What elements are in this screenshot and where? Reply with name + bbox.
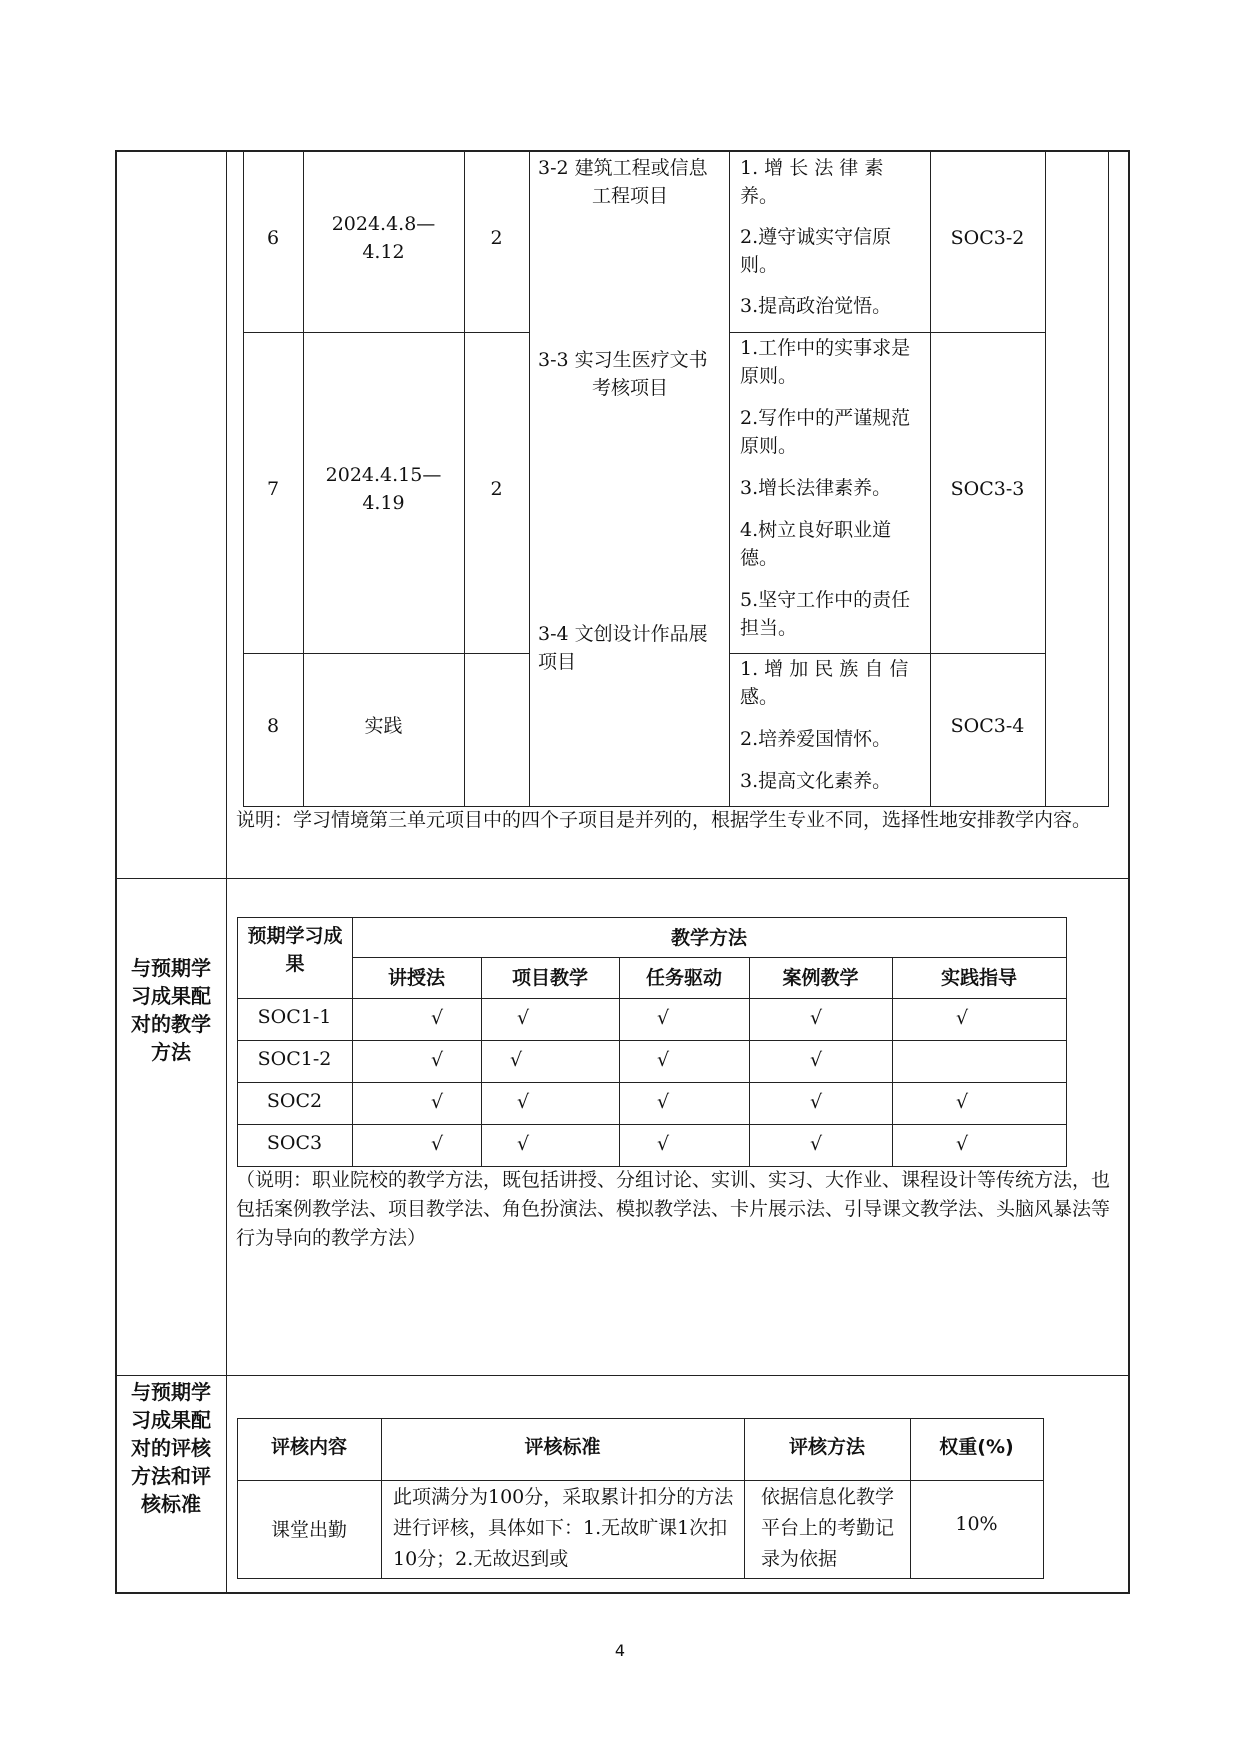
methods-side-label: 与预期学习成果配对的教学方法 bbox=[131, 956, 211, 1064]
date-cell: 2024.4.8— 4.12 bbox=[331, 213, 436, 263]
schedule-note: 说明：学习情境第三单元项目中的四个子项目是并列的，根据学生专业不同，选择性地安排教学内容。 bbox=[236, 809, 1092, 831]
week-cell: 8 bbox=[266, 715, 280, 737]
assessment-header: 评核方法 bbox=[788, 1436, 865, 1458]
grid-line bbox=[237, 1480, 1044, 1481]
goal-item: 3.提高政治觉悟。 bbox=[740, 295, 892, 317]
check-mark: √ bbox=[510, 1049, 523, 1071]
assessment-content: 课堂出勤 bbox=[270, 1519, 347, 1541]
grid-line bbox=[1066, 917, 1067, 1167]
goal-item: 4.树立良好职业道德。 bbox=[740, 519, 892, 569]
check-mark: √ bbox=[657, 1091, 670, 1113]
grid-line bbox=[352, 957, 1067, 958]
check-mark: √ bbox=[810, 1133, 823, 1155]
assessment-header: 权重(%) bbox=[939, 1436, 1014, 1458]
method-column-header: 实践指导 bbox=[940, 967, 1017, 989]
project-item: 3-3 实习生医疗文书考核项目 bbox=[538, 349, 708, 399]
goal-item: 2.培养爱国情怀。 bbox=[740, 728, 892, 750]
check-mark: √ bbox=[956, 1007, 969, 1029]
check-mark: √ bbox=[956, 1133, 969, 1155]
check-mark: √ bbox=[810, 1007, 823, 1029]
goal-item: 1.工作中的实事求是原则。 bbox=[740, 337, 911, 387]
method-column-header: 项目教学 bbox=[511, 967, 588, 989]
grid-line bbox=[729, 332, 1046, 333]
check-mark: √ bbox=[431, 1091, 444, 1113]
grid-line bbox=[1108, 150, 1109, 806]
project-item: 3-4 文创设计作品展项目 bbox=[538, 623, 708, 673]
outer-bottom-border bbox=[115, 1592, 1130, 1594]
outcome-cell: SOC3-2 bbox=[950, 227, 1025, 249]
check-mark: √ bbox=[431, 1133, 444, 1155]
check-mark: √ bbox=[517, 1007, 530, 1029]
outcome-row-label: SOC1-2 bbox=[257, 1048, 332, 1070]
grid-line bbox=[237, 1578, 1044, 1579]
page-number: 4 bbox=[614, 1641, 626, 1660]
corner-header: 预期学习成果 bbox=[247, 925, 343, 975]
grid-line bbox=[237, 917, 1067, 918]
grid-line bbox=[352, 917, 353, 1167]
grid-line bbox=[237, 998, 1067, 999]
goal-item: 1. 增 长 法 律 素 养。 bbox=[740, 157, 884, 207]
grid-line bbox=[243, 332, 530, 333]
check-mark: √ bbox=[810, 1049, 823, 1071]
grid-line bbox=[237, 1040, 1067, 1041]
methods-note: （说明：职业院校的教学方法，既包括讲授、分组讨论、实训、实习、大作业、课程设计等传统方法，也包括案例教学法、项目教学法、角色扮演法、模拟教学法、卡片展示法、引导课文教学法、头脑风暴法等行为导向的教学方法） bbox=[236, 1169, 1111, 1249]
check-mark: √ bbox=[657, 1049, 670, 1071]
week-cell: 7 bbox=[266, 478, 280, 500]
section-divider-2 bbox=[115, 1375, 1130, 1376]
outcome-row-label: SOC2 bbox=[266, 1090, 323, 1112]
assessment-header: 评核内容 bbox=[270, 1436, 347, 1458]
outcome-cell: SOC3-3 bbox=[950, 478, 1025, 500]
check-mark: √ bbox=[657, 1133, 670, 1155]
date-cell: 实践 bbox=[364, 715, 403, 737]
grid-line bbox=[1043, 1418, 1044, 1579]
goal-item: 3.提高文化素养。 bbox=[740, 770, 892, 792]
grid-line bbox=[729, 150, 730, 806]
hours-cell: 2 bbox=[490, 227, 503, 249]
check-mark: √ bbox=[657, 1007, 670, 1029]
assessment-side-label: 与预期学习成果配对的评核方法和评核标准 bbox=[131, 1380, 211, 1516]
hours-cell: 2 bbox=[490, 478, 503, 500]
outer-label-divider bbox=[226, 150, 227, 1593]
check-mark: √ bbox=[517, 1091, 530, 1113]
assessment-standard: 此项满分为100分，采取累计扣分的方法进行评核，具体如下：1.无故旷课1次扣10分；2.无故迟到或 bbox=[393, 1486, 734, 1570]
method-column-header: 案例教学 bbox=[782, 967, 859, 989]
date-cell: 2024.4.15— 4.19 bbox=[325, 464, 442, 514]
project-item: 3-2 建筑工程或信息工程项目 bbox=[538, 157, 708, 207]
grid-line bbox=[237, 1124, 1067, 1125]
grid-line bbox=[243, 653, 530, 654]
assessment-weight: 10% bbox=[955, 1513, 998, 1535]
grid-line bbox=[237, 1418, 1044, 1419]
check-mark: √ bbox=[956, 1091, 969, 1113]
grid-line bbox=[729, 653, 1046, 654]
method-column-header: 任务驱动 bbox=[645, 967, 722, 989]
check-mark: √ bbox=[810, 1091, 823, 1113]
grid-line bbox=[529, 150, 530, 806]
goal-item: 1. 增 加 民 族 自 信 感。 bbox=[740, 658, 909, 708]
week-cell: 6 bbox=[266, 227, 280, 249]
goal-item: 2.遵守诚实守信原则。 bbox=[740, 226, 892, 276]
check-mark: √ bbox=[431, 1007, 444, 1029]
outcome-row-label: SOC1-1 bbox=[257, 1006, 332, 1028]
check-mark: √ bbox=[431, 1049, 444, 1071]
assessment-method: 依据信息化教学平台上的考勤记录为依据 bbox=[761, 1486, 895, 1570]
outer-right-border bbox=[1128, 150, 1130, 1594]
section-divider-1 bbox=[115, 878, 1130, 879]
check-mark: √ bbox=[517, 1133, 530, 1155]
method-column-header: 讲授法 bbox=[387, 967, 445, 989]
outer-left-border bbox=[115, 150, 117, 1594]
grid-line bbox=[237, 1082, 1067, 1083]
goal-item: 5.坚守工作中的责任担当。 bbox=[740, 589, 911, 639]
goal-item: 3.增长法律素养。 bbox=[740, 477, 892, 499]
outer-top-border bbox=[115, 150, 1130, 152]
outcome-cell: SOC3-4 bbox=[950, 715, 1025, 737]
assessment-header: 评核标准 bbox=[524, 1436, 601, 1458]
group-header: 教学方法 bbox=[670, 927, 747, 949]
outcome-row-label: SOC3 bbox=[266, 1132, 323, 1154]
grid-line bbox=[1045, 150, 1046, 806]
goal-item: 2.写作中的严谨规范原则。 bbox=[740, 407, 911, 457]
